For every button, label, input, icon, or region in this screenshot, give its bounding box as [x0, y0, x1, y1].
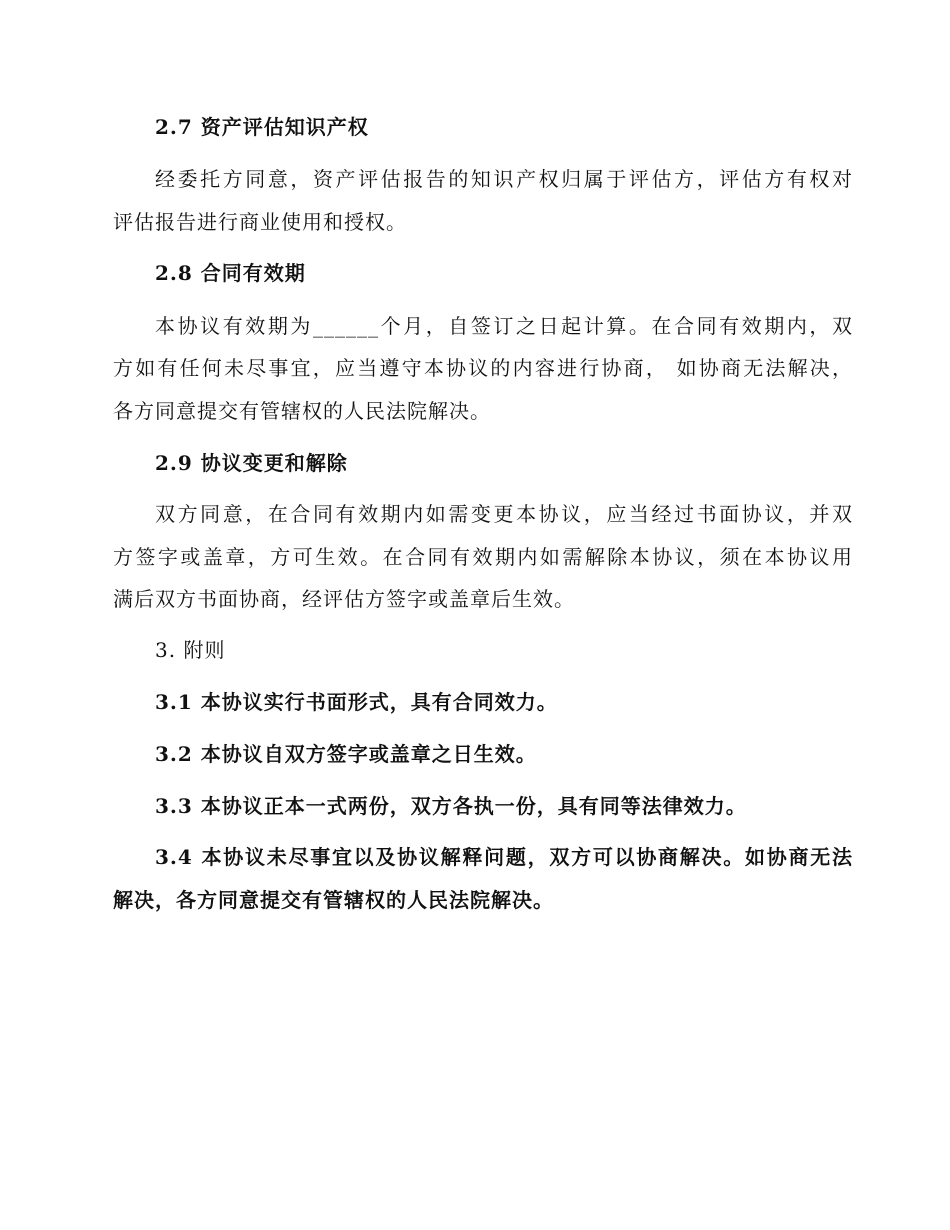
section-2-8-paragraph-line: 本协议有效期为______个月，自签订之日起计算。在合同有效期内，双 [155, 314, 853, 338]
section-2-9-heading: 2.9 协议变更和解除 [155, 451, 348, 475]
section-2-8-paragraph-line: 各方同意提交有管辖权的人民法院解决。 [113, 399, 491, 423]
clause-3-3: 3.3 本协议正本一式两份，双方各执一份，具有同等法律效力。 [155, 794, 747, 818]
section-3-heading: 3. 附则 [155, 638, 226, 662]
clause-3-2: 3.2 本协议自双方签字或盖章之日生效。 [155, 742, 537, 766]
section-2-7-paragraph-line: 经委托方同意，资产评估报告的知识产权归属于评估方，评估方有权对 [155, 167, 853, 191]
clause-3-4-line: 3.4 本协议未尽事宜以及协议解释问题，双方可以协商解决。如协商无法 [155, 845, 853, 869]
clause-3-4-line: 解决，各方同意提交有管辖权的人民法院解决。 [113, 888, 554, 912]
section-2-8-heading: 2.8 合同有效期 [155, 261, 306, 285]
section-2-7-heading: 2.7 资产评估知识产权 [155, 115, 369, 139]
section-2-7-paragraph-line: 评估报告进行商业使用和授权。 [113, 210, 407, 234]
section-2-9-paragraph-line: 满后双方书面协商，经评估方签字或盖章后生效。 [113, 587, 575, 611]
clause-3-1: 3.1 本协议实行书面形式，具有合同效力。 [155, 690, 558, 714]
section-2-8-paragraph-line: 方如有任何未尽事宜，应当遵守本协议的内容进行协商， 如协商无法解决， [113, 356, 853, 380]
section-2-9-paragraph-line: 方签字或盖章，方可生效。在合同有效期内如需解除本协议，须在本协议用 [113, 545, 853, 569]
section-2-9-paragraph-line: 双方同意，在合同有效期内如需变更本协议，应当经过书面协议，并双 [155, 502, 853, 526]
